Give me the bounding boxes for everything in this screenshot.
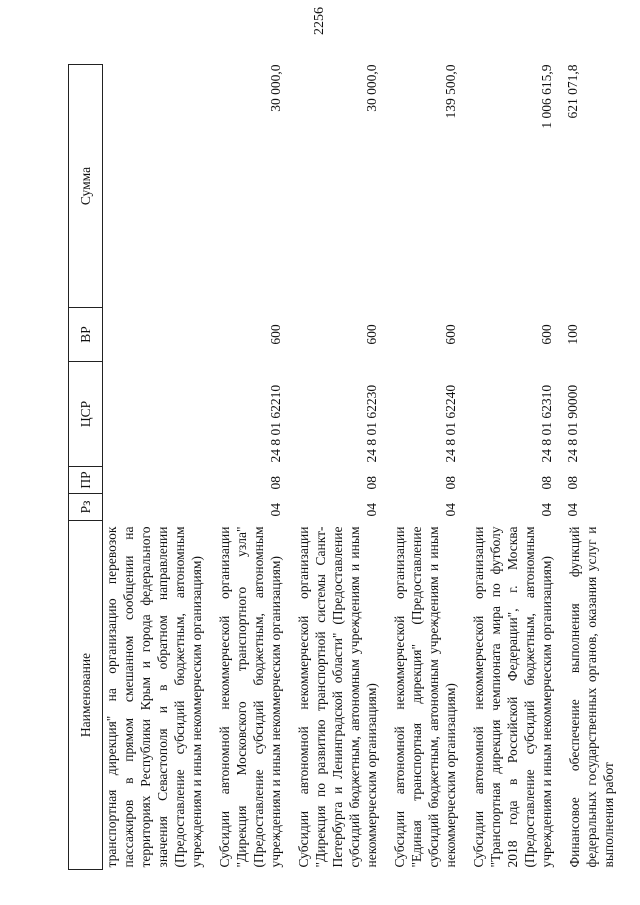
row-name: транспортная дирекция" на организацию перевозок пассажиров в прямом смешанном сообщении на территориях Республики Крым и города федерального значения Севастополя и в обратном направлении (Предоставление субсидий бюджетным, автономным учреждениям и иным некоммерческим организациям) <box>104 526 204 868</box>
row-pr: 08 <box>364 476 379 490</box>
row-csr: 24 8 01 62210 <box>268 384 283 463</box>
table-row <box>214 65 293 870</box>
header-vr: ВР <box>69 308 103 362</box>
row-rz: 04 <box>443 503 458 517</box>
row-pr: 08 <box>565 476 580 490</box>
row-pr: 08 <box>539 476 554 490</box>
row-pr: 08 <box>443 476 458 490</box>
table-header-row <box>69 65 103 870</box>
row-sum: 1 006 615,9 <box>539 64 554 129</box>
row-csr: 24 8 01 62310 <box>539 384 554 463</box>
row-vr: 100 <box>565 324 580 345</box>
table-row <box>293 65 389 870</box>
row-sum: 621 071,8 <box>565 64 580 119</box>
table-row <box>103 65 215 870</box>
row-sum <box>103 65 215 308</box>
row-sum: 30 000,0 <box>364 64 379 112</box>
row-name: Субсидии автономной некоммерческой организации "Дирекция Московского транспортного узла" (Предоставление субсидий бюджетным, автономным учреждениям и иным некоммерческим организациям) <box>217 526 283 868</box>
header-pr: ПР <box>69 467 103 494</box>
header-sum: Сумма <box>69 65 103 308</box>
table-row <box>389 65 468 870</box>
row-name: Финансовое обеспечение выполнения функций федеральных государственных органов, оказания услуг и выполнения работ <box>567 526 616 868</box>
row-pr: 08 <box>268 476 283 490</box>
row-csr <box>103 362 215 467</box>
row-pr <box>103 467 215 494</box>
row-rz: 04 <box>364 503 379 517</box>
row-vr: 600 <box>364 324 379 345</box>
row-vr: 600 <box>539 324 554 345</box>
row-name: Субсидии автономной некоммерческой организации "Транспортная дирекция чемпионата мира по футболу 2018 года в Российской Федерации", г. Москва (Предоставление субсидий бюджетным, автономным учреждениям и иным некоммерческим организациям) <box>471 526 554 868</box>
row-csr: 24 8 01 62230 <box>364 384 379 463</box>
rotated-table-container <box>68 64 616 870</box>
header-name: Наименование <box>69 521 103 870</box>
row-sum: 139 500,0 <box>443 64 458 119</box>
row-rz: 04 <box>539 503 554 517</box>
row-name: Субсидии автономной некоммерческой организации "Дирекция по развитию транспортной системы Санкт-Петербурга и Ленинградской области" (Предоставление субсидий бюджетным, автономным учреждениям и иным некоммерческим организациям) <box>296 526 379 868</box>
row-sum: 30 000,0 <box>268 64 283 112</box>
table-row <box>468 65 564 870</box>
row-vr <box>103 308 215 362</box>
row-rz: 04 <box>565 503 580 517</box>
row-csr: 24 8 01 62240 <box>443 384 458 463</box>
row-csr: 24 8 01 90000 <box>565 384 580 463</box>
budget-table <box>68 64 626 870</box>
header-rz: Рз <box>69 494 103 521</box>
row-name: Субсидии автономной некоммерческой организации "Единая транспортная дирекция" (Предоставление субсидий бюджетным, автономным учреждениям и иным некоммерческим организациям) <box>392 526 458 868</box>
header-csr: ЦСР <box>69 362 103 467</box>
table-row <box>564 65 626 870</box>
page-number: 2256 <box>312 7 327 35</box>
row-rz: 04 <box>268 503 283 517</box>
row-rz <box>103 494 215 521</box>
row-vr: 600 <box>268 324 283 345</box>
row-vr: 600 <box>443 324 458 345</box>
